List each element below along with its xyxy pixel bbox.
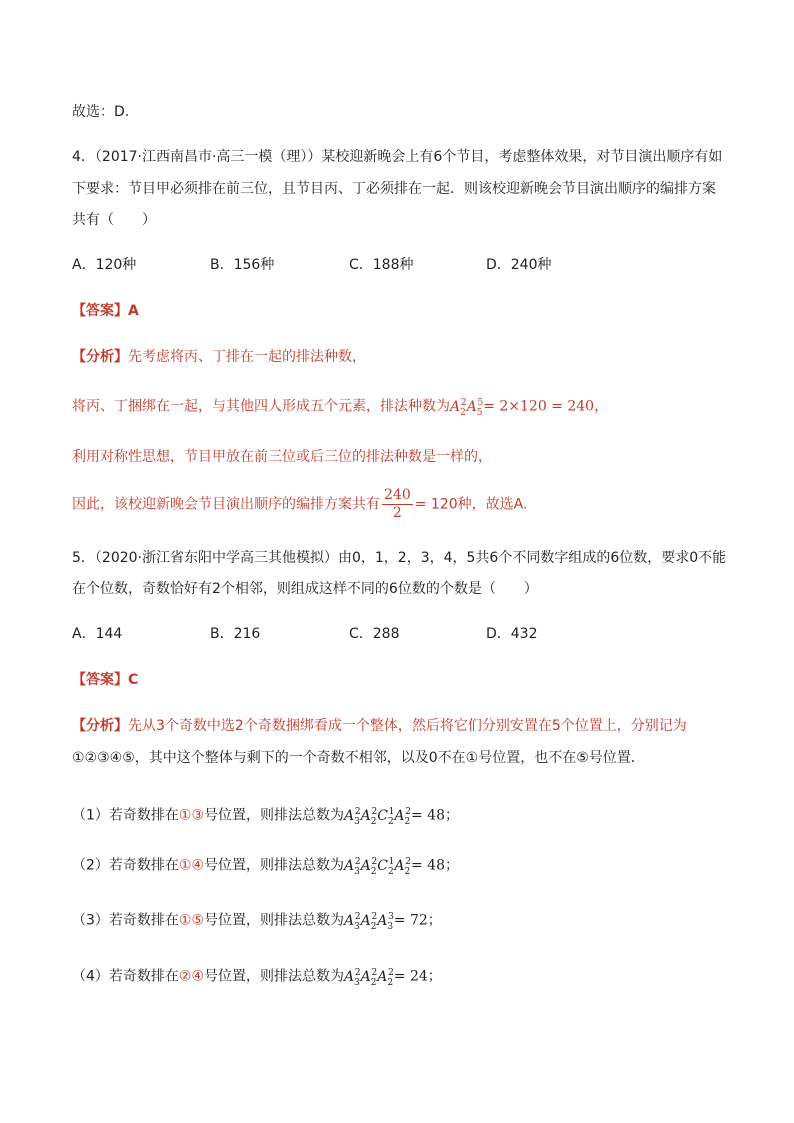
case1-formula: $A_3^2A_2^2C_2^1A_2^2$	[344, 807, 411, 827]
case1-mid: 号位置，则排法总数为	[204, 807, 345, 824]
q5-analysis-line2: ①②③④⑤，其中这个整体与剩下的一个奇数不相邻，以及0不在①号位置，也不在⑤号位置．	[72, 750, 645, 766]
q4-analysis-text2: 将丙、丁捆绑在一起，与其他四人形成五个元素，排法种数为	[72, 398, 450, 415]
q5-stem-line1: 5．（2020·浙江省东阳中学高三其他模拟）由0，1，2，3，4，5共6个不同数字组成的6位数，要求0不能	[72, 550, 727, 566]
q4-fraction	[382, 487, 413, 522]
q5-option-b: B．216	[210, 626, 261, 642]
case4-mid: 号位置，则排法总数为	[204, 968, 345, 985]
case3-mid: 号位置，则排法总数为	[204, 912, 345, 929]
case2-formula: $A_3^2A_2^2C_2^1A_2^2$	[344, 857, 411, 877]
q4-fraction-numerator: 240	[384, 487, 411, 503]
q4-stem-line1: 4．（2017·江西南昌市·高三一模（理））某校迎新晚会上有6个节目，考虑整体效果，对节目演出顺序有如	[72, 149, 723, 165]
q5-option-a: A．144	[72, 626, 123, 642]
q4-answer	[72, 302, 139, 320]
case3-formula: $A_3^2A_2^2A_3^3$	[344, 912, 394, 932]
q4-option-b: B．156种	[210, 257, 275, 273]
case4-prefix: （4）若奇数排在	[72, 968, 179, 985]
case1-result: = 48；	[411, 807, 459, 824]
q4-fraction-denominator: 2	[392, 505, 402, 521]
q4-formula-a2a5: $A_2^2A_5^5$	[450, 398, 484, 418]
q5-case-1	[72, 803, 459, 830]
q4-stem-line3: 共有（ ）	[72, 212, 156, 228]
q5-answer	[72, 671, 138, 689]
q4-answer-value: A	[128, 303, 139, 319]
q5-option-d: D．432	[486, 626, 538, 642]
q4-option-c: C．188种	[349, 257, 414, 273]
case3-prefix: （3）若奇数排在	[72, 912, 179, 929]
q5-case-4	[72, 964, 442, 991]
q4-stem-line2: 下要求：节目甲必须排在前三位，且节目丙、丁必须排在一起．则该校迎新晚会节目演出顺序的编排方案	[72, 181, 716, 197]
q4-analysis-line2	[72, 394, 608, 421]
q5-stem-line2: 在个位数，奇数恰好有2个相邻，则组成这样不同的6位数的个数是（ ）	[72, 581, 538, 597]
case2-prefix: （2）若奇数排在	[72, 857, 179, 874]
q4-analysis-text1: 先考虑将丙、丁排在一起的排法种数，	[128, 349, 366, 365]
q5-option-c: C．288	[349, 626, 400, 642]
case4-formula: $A_3^2A_2^2A_2^2$	[344, 968, 394, 988]
case2-result: = 48；	[411, 857, 459, 874]
case4-positions: ②④	[178, 968, 205, 985]
intro-conclusion: 故选：D.	[72, 104, 130, 120]
q5-analysis-text1: 先从3个奇数中选2个奇数捆绑看成一个整体，然后将它们分别安置在5个位置上，分别记为	[128, 718, 687, 734]
case3-result: = 72；	[393, 912, 442, 929]
case2-mid: 号位置，则排法总数为	[204, 857, 345, 874]
q5-answer-label: 【答案】	[72, 672, 128, 688]
q4-option-a: A．120种	[72, 257, 137, 273]
case4-result: = 24；	[393, 968, 442, 985]
q4-option-d: D．240种	[486, 257, 552, 273]
q4-answer-label: 【答案】	[72, 303, 128, 319]
q4-analysis-line3: 利用对称性思想，节目甲放在前三位或后三位的排法种数是一样的，	[72, 449, 492, 465]
q4-formula-result: = 2×120 = 240，	[483, 398, 609, 415]
case1-positions: ①③	[178, 807, 205, 824]
case3-positions: ①⑤	[178, 912, 205, 929]
q5-analysis-line1	[72, 717, 687, 735]
q5-case-3	[72, 908, 442, 935]
q4-analysis-line1	[72, 348, 366, 366]
q5-analysis-label: 【分析】	[72, 718, 128, 734]
q5-answer-value: C	[128, 672, 139, 688]
q4-analysis-text4-end: = 120种，故选A.	[414, 496, 528, 513]
case1-prefix: （1）若奇数排在	[72, 807, 179, 824]
q5-case-2	[72, 853, 459, 880]
q4-analysis-label: 【分析】	[72, 349, 128, 365]
q4-analysis-text4: 因此，该校迎新晚会节目演出顺序的编排方案共有	[72, 496, 380, 513]
q4-analysis-line4	[72, 487, 527, 522]
case2-positions: ①④	[178, 857, 205, 874]
